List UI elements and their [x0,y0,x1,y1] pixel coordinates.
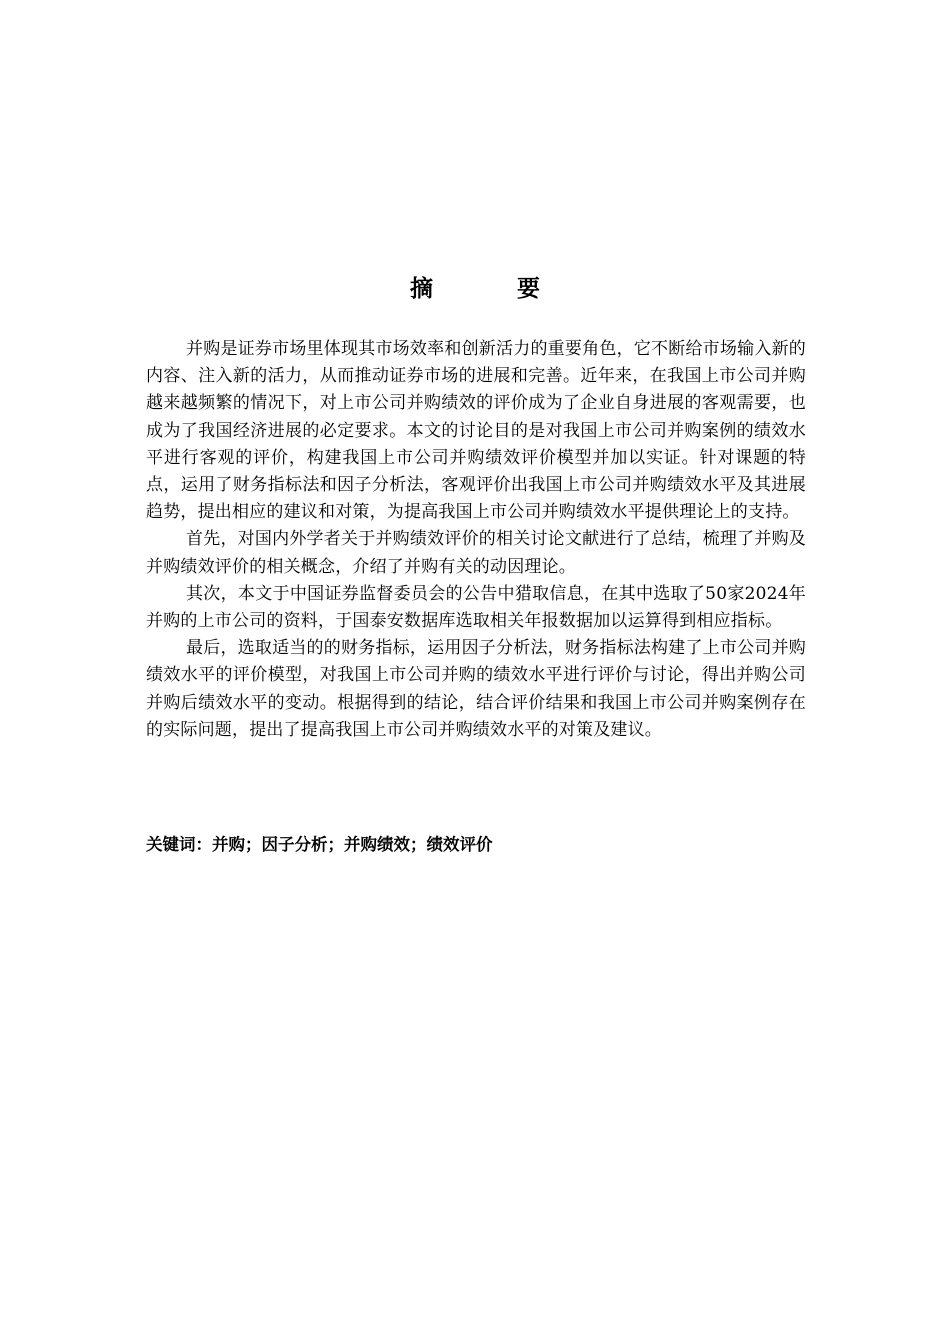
abstract-paragraph: 首先，对国内外学者关于并购绩效评价的相关讨论文献进行了总结，梳理了并购及并购绩效评价的相关概念，介绍了并购有关的动因理论。 [146,529,806,577]
abstract-title: 摘 要 [409,276,578,302]
abstract-paragraph: 最后，选取适当的的财务指标，运用因子分析法，财务指标法构建了上市公司并购绩效水平的评价模型，对我国上市公司并购的绩效水平进行评价与讨论，得出并购公司并购后绩效水平的变动。根据得到的结论，结合评价结果和我国上市公司并购案例存在的实际问题，提出了提高我国上市公司并购绩效水平的对策及建议。 [146,638,806,740]
abstract-body [146,336,806,744]
abstract-paragraph: 其次，本文于中国证券监督委员会的公告中猎取信息，在其中选取了50家2024年并购的上市公司的资料，于国泰安数据库选取相关年报数据加以运算得到相应指标。 [146,583,806,632]
keywords-line: 关键词：并购；因子分析；并购绩效；绩效评价 [146,835,493,854]
abstract-paragraph: 并购是证券市场里体现其市场效率和创新活力的重要角色，它不断给市场输入新的内容、注入新的活力，从而推动证券市场的进展和完善。近年来，在我国上市公司并购越来越频繁的情况下，对上市公司并购绩效的评价成为了企业自身进展的客观需要，也成为了我国经济进展的必定要求。本文的讨论目的是对我国上市公司并购案例的绩效水平进行客观的评价，构建我国上市公司并购绩效评价模型并加以实证。针对课题的特点，运用了财务指标法和因子分析法，客观评价出我国上市公司并购绩效水平及其进展趋势，提出相应的建议和对策，为提高我国上市公司并购绩效水平提供理论上的支持。 [146,339,806,523]
